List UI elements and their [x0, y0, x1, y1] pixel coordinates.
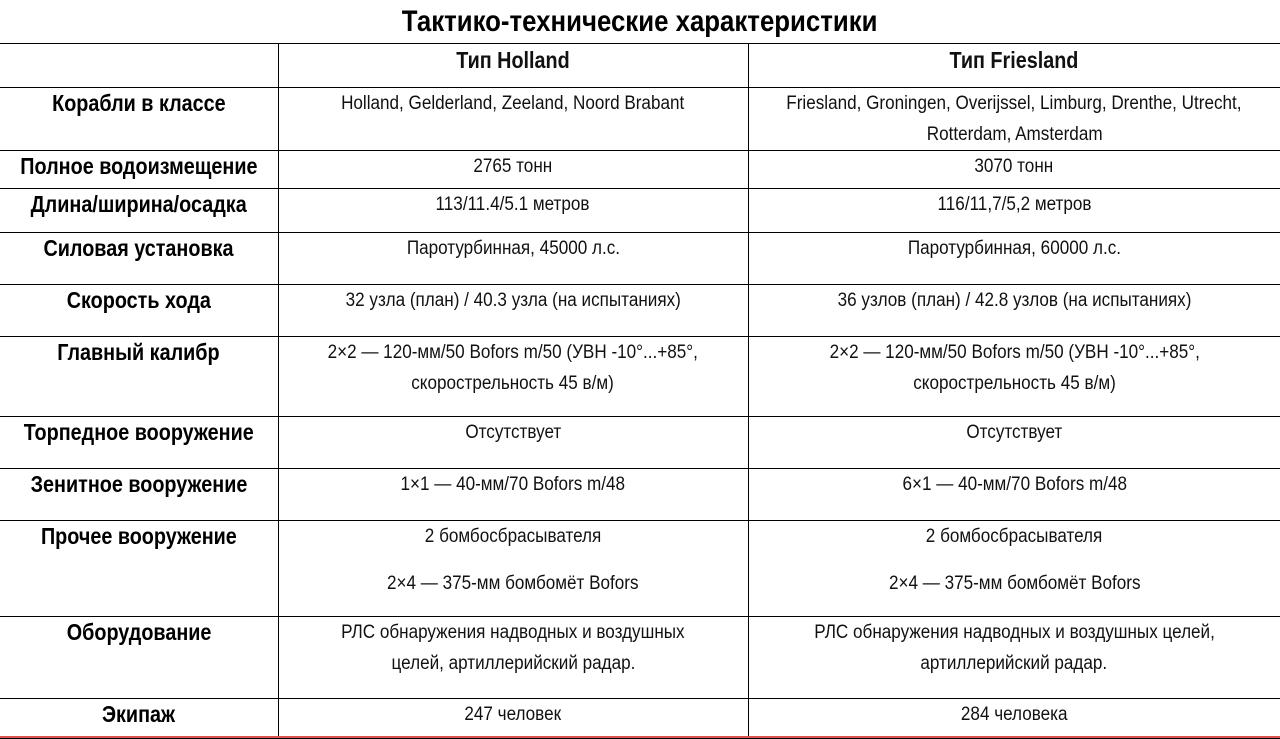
cell-holland: 32 узла (план) / 40.3 узла (на испытаниях) — [278, 284, 748, 336]
table-row — [0, 698, 1280, 738]
table-row — [0, 468, 1280, 520]
table-title: Тактико-технические характеристики — [0, 0, 1280, 44]
cell-friesland: 6×1 — 40-мм/70 Bofors m/48 — [748, 468, 1280, 520]
row-label: Экипаж — [0, 698, 278, 738]
cell-holland: 1×1 — 40-мм/70 Bofors m/48 — [278, 468, 748, 520]
cell-friesland: 2×2 — 120-мм/50 Bofors m/50 (УВН -10°...+85°, скорострельность 45 в/м) — [748, 336, 1280, 416]
table-row — [0, 616, 1280, 698]
table-body — [0, 87, 1280, 738]
specs-table — [0, 44, 1280, 739]
cell-holland: РЛС обнаружения надводных и воздушных целей, артиллерийский радар. — [278, 616, 748, 698]
cell-friesland: Паротурбинная, 60000 л.с. — [748, 232, 1280, 284]
row-label: Торпедное вооружение — [0, 416, 278, 468]
cell-friesland: Friesland, Groningen, Overijssel, Limburg, Drenthe, Utrecht, Rotterdam, Amsterdam — [748, 87, 1280, 150]
row-label: Полное водоизмещение — [0, 150, 278, 188]
table-row — [0, 284, 1280, 336]
row-label: Оборудование — [0, 616, 278, 698]
cell-friesland: Отсутствует — [748, 416, 1280, 468]
table-row — [0, 188, 1280, 232]
table-row — [0, 520, 1280, 616]
cell-holland: Holland, Gelderland, Zeeland, Noord Brabant — [278, 87, 748, 150]
cell-holland: 2765 тонн — [278, 150, 748, 188]
cell-friesland: 3070 тонн — [748, 150, 1280, 188]
cell-holland: Отсутствует — [278, 416, 748, 468]
cell-holland: 247 человек — [278, 698, 748, 738]
row-label: Длина/ширина/осадка — [0, 188, 278, 232]
row-label: Корабли в классе — [0, 87, 278, 150]
cell-friesland: 2 бомбосбрасывателя 2×4 — 375-мм бомбомёт Bofors — [748, 520, 1280, 616]
cell-holland: 2 бомбосбрасывателя 2×4 — 375-мм бомбомёт Bofors — [278, 520, 748, 616]
table-row — [0, 150, 1280, 188]
cell-friesland: 284 человека — [748, 698, 1280, 738]
column-header-empty — [0, 44, 278, 87]
cell-holland: Паротурбинная, 45000 л.с. — [278, 232, 748, 284]
cell-friesland: 116/11,7/5,2 метров — [748, 188, 1280, 232]
row-label: Силовая установка — [0, 232, 278, 284]
cell-holland: 113/11.4/5.1 метров — [278, 188, 748, 232]
cell-holland: 2×2 — 120-мм/50 Bofors m/50 (УВН -10°...+85°, скорострельность 45 в/м) — [278, 336, 748, 416]
table-row — [0, 336, 1280, 416]
row-label: Зенитное вооружение — [0, 468, 278, 520]
table-row — [0, 87, 1280, 150]
column-header-friesland: Тип Friesland — [748, 44, 1280, 87]
column-header-holland: Тип Holland — [278, 44, 748, 87]
row-label: Главный калибр — [0, 336, 278, 416]
row-label: Прочее вооружение — [0, 520, 278, 616]
cell-friesland: 36 узлов (план) / 42.8 узлов (на испытаниях) — [748, 284, 1280, 336]
table-row — [0, 232, 1280, 284]
row-label: Скорость хода — [0, 284, 278, 336]
cell-friesland: РЛС обнаружения надводных и воздушных целей, артиллерийский радар. — [748, 616, 1280, 698]
table-row — [0, 416, 1280, 468]
